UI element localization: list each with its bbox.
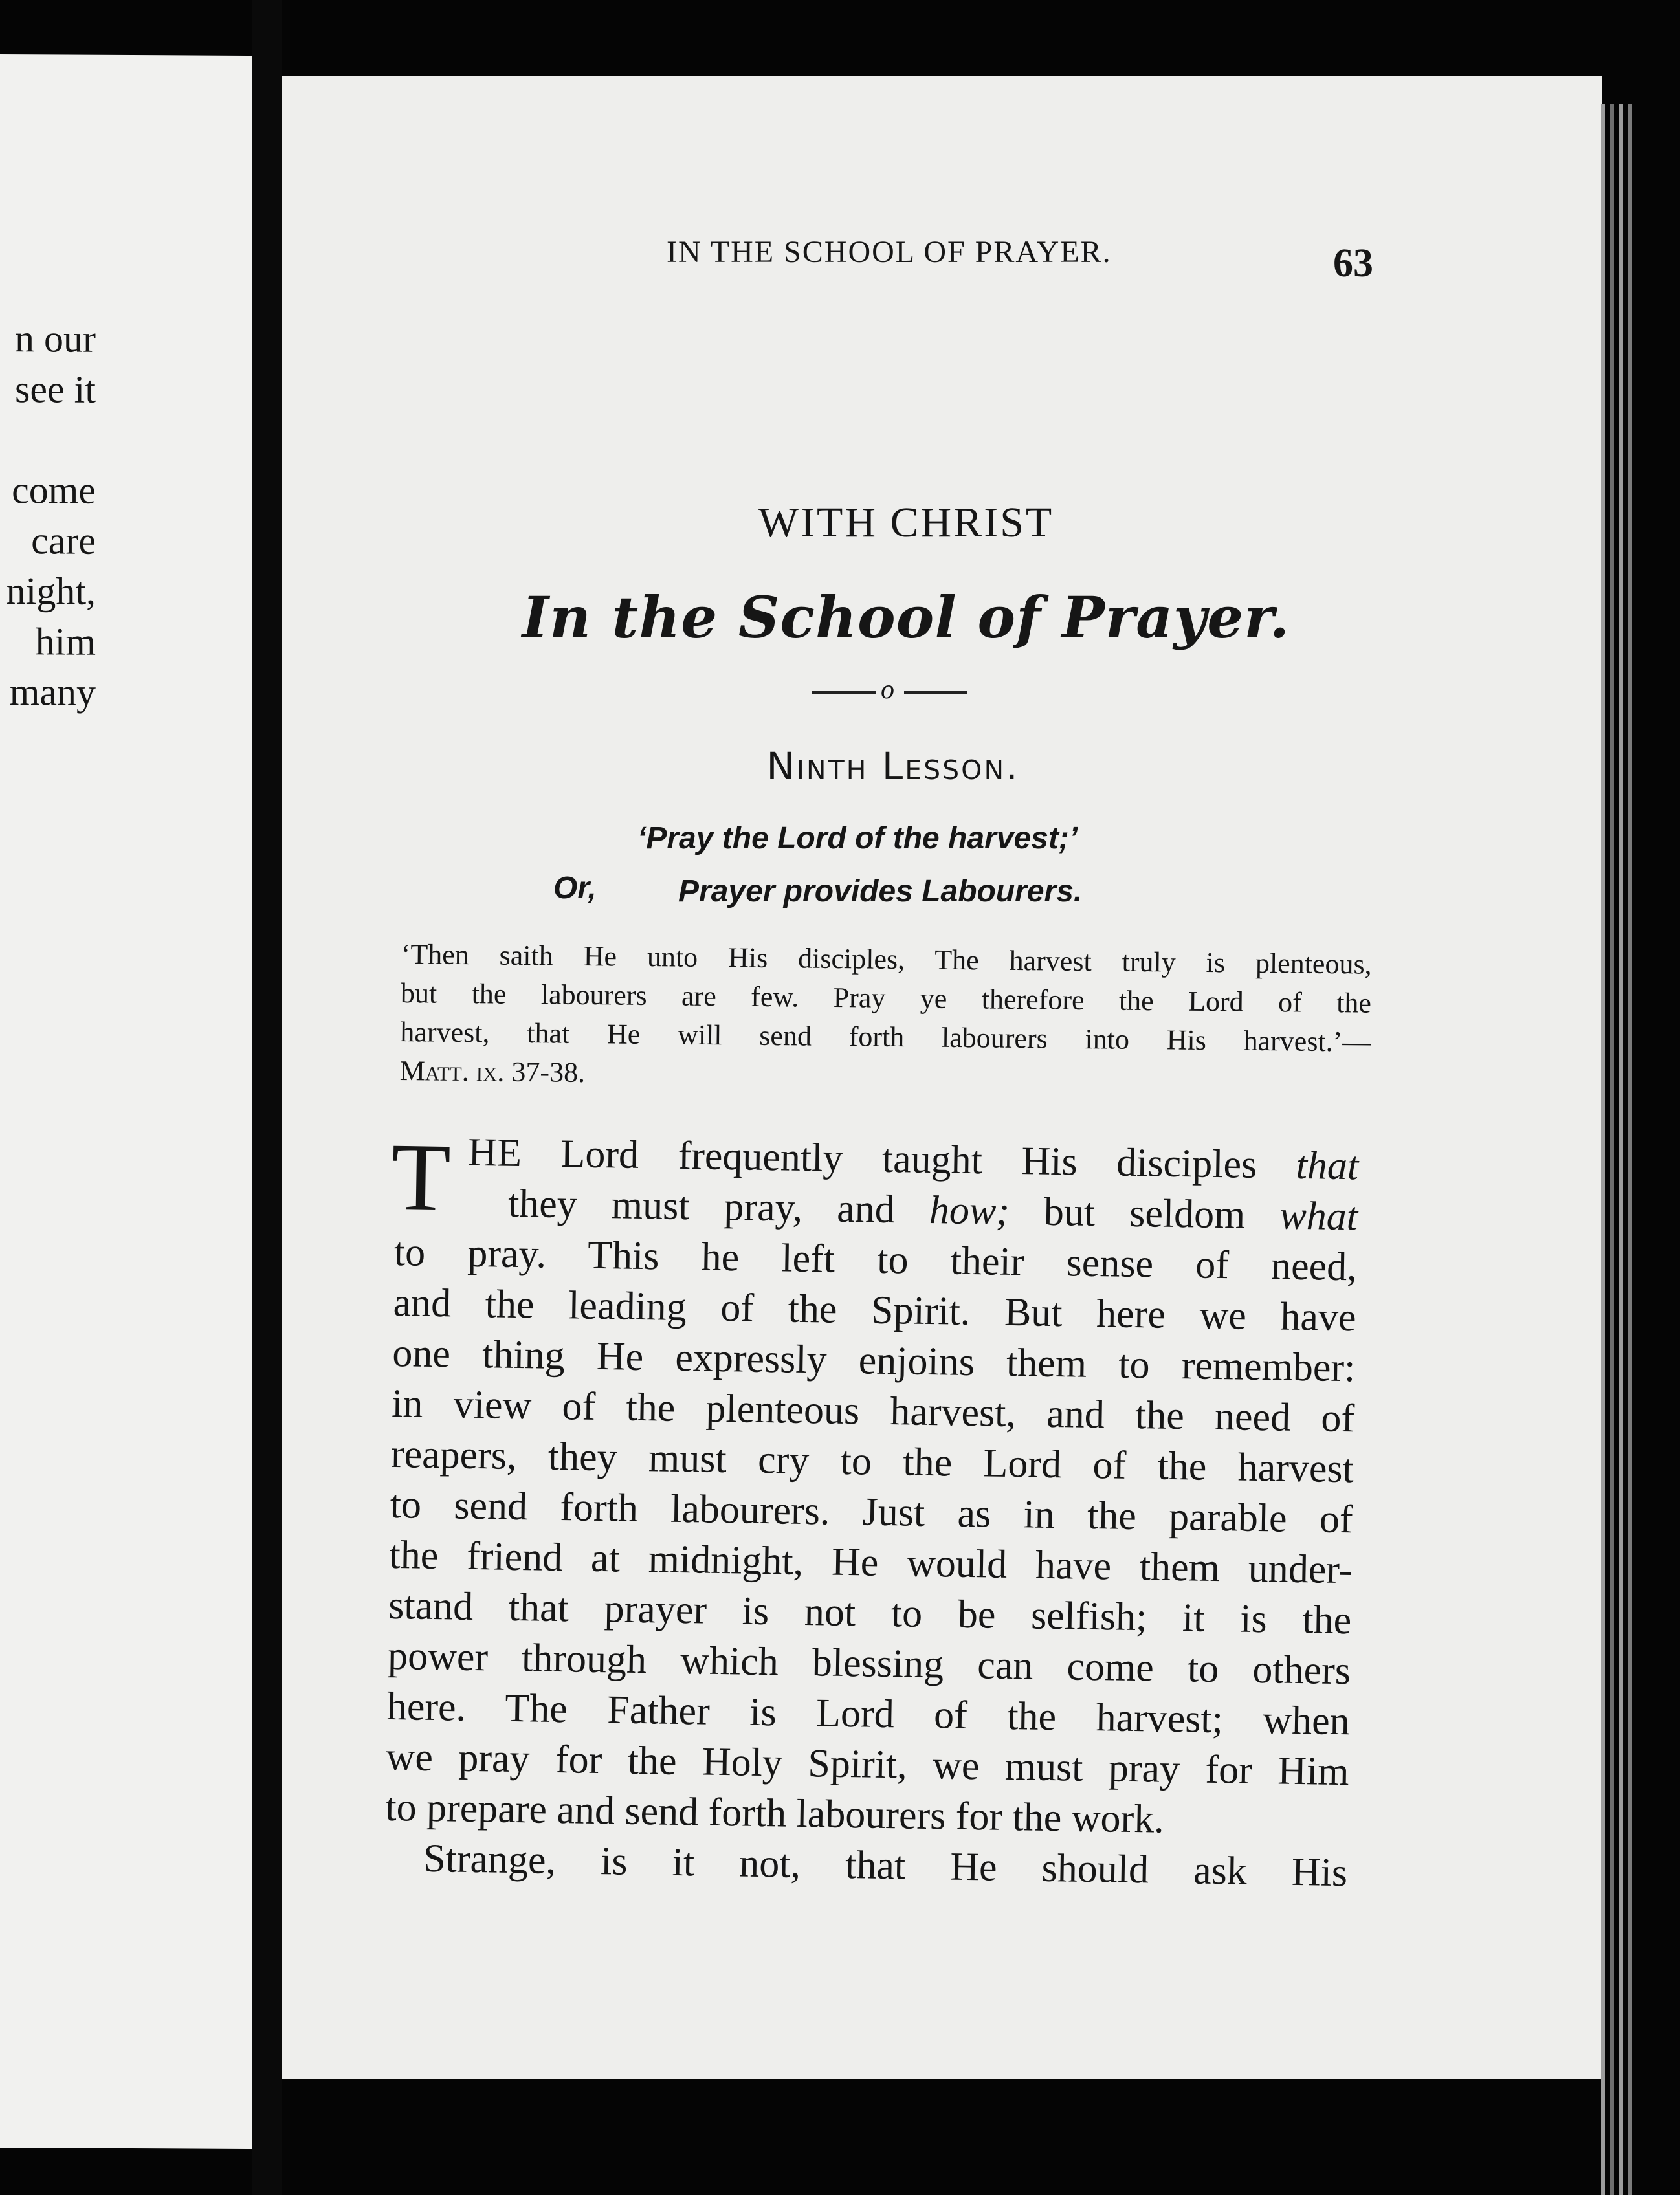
page-number: 63 [1333,241,1373,285]
previous-page-fragment [0,54,255,2149]
lesson-subtitle: ‘Pray the Lord of the harvest;’ [637,821,1078,855]
drop-cap: T [390,1123,452,1232]
previous-page-line: see it [15,368,96,411]
previous-page-line: n our [15,317,96,360]
previous-page-line: night, [6,569,96,613]
body-line: one thing He expressly enjoins them to remember: [392,1330,1356,1391]
body-line: reapers, they must cry to the Lord of the harvest [390,1431,1354,1492]
ornament-rule-right [904,691,967,694]
emphasis: how; [929,1187,1010,1233]
body-line: we pray for the Holy Spirit, we must pray for Him [386,1734,1350,1794]
epigraph-line: ‘Then saith He unto His disciples, The harvest truly is plenteous, [401,938,1372,980]
previous-page-line: come [12,469,96,512]
running-head: IN THE SCHOOL OF PRAYER. [667,235,1112,269]
epigraph-line: harvest, that He will send forth labourers into His harvest.’— [400,1015,1371,1058]
emphasis: that [1296,1143,1359,1189]
body-paragraph [384,1123,1359,1898]
body-line-text: but seldom [1043,1189,1246,1237]
chapter-subtitle: In the School of Prayer. [522,584,1290,651]
body-line: Strange, is it not, that He should ask His [423,1836,1348,1895]
previous-page-line: care [31,519,96,562]
body-line: to prepare and send forth labourers for the work. [384,1785,1165,1842]
epigraph-reference: Matt. ix. 37-38. [399,1054,586,1088]
body-line: power through which blessing can come to others [387,1633,1351,1693]
previous-page-line: him [35,620,96,663]
body-line: the friend at midnight, He would have them under- [389,1532,1353,1593]
body-line: to pray. This he left to their sense of need, [393,1230,1358,1290]
lesson-heading: Ninth Lesson. [766,744,1020,788]
body-line-text: they must pray, and [507,1181,896,1232]
body-line: stand that prayer is not to be selfish; it is the [388,1583,1352,1643]
scripture-epigraph [399,935,1371,1101]
previous-page-line: many [9,670,96,714]
chapter-title: WITH CHRIST [758,499,1054,546]
lesson-alt-subtitle: Prayer provides Labourers. [678,874,1083,909]
body-line: to send forth labourers. Just as in the parable of [390,1482,1354,1542]
emphasis: what [1279,1193,1358,1239]
page-edge-stack [1598,104,1637,2195]
lesson-subtitle-or: Or, [553,871,597,905]
body-line-text: HE Lord frequently taught His disciples [467,1130,1257,1187]
ornament-rule-left [812,691,876,694]
body-line: here. The Father is Lord of the harvest; when [386,1684,1351,1744]
previous-page-line [0,414,96,465]
epigraph-line: but the labourers are few. Pray ye therefore the Lord of the [400,976,1372,1019]
body-line: and the leading of the Spirit. But here we have [393,1280,1357,1340]
ornament-divider [812,673,967,712]
book-gutter [252,0,282,2195]
ornament-center: o [881,675,894,705]
body-line: in view of the plenteous harvest, and the need of [391,1381,1355,1441]
